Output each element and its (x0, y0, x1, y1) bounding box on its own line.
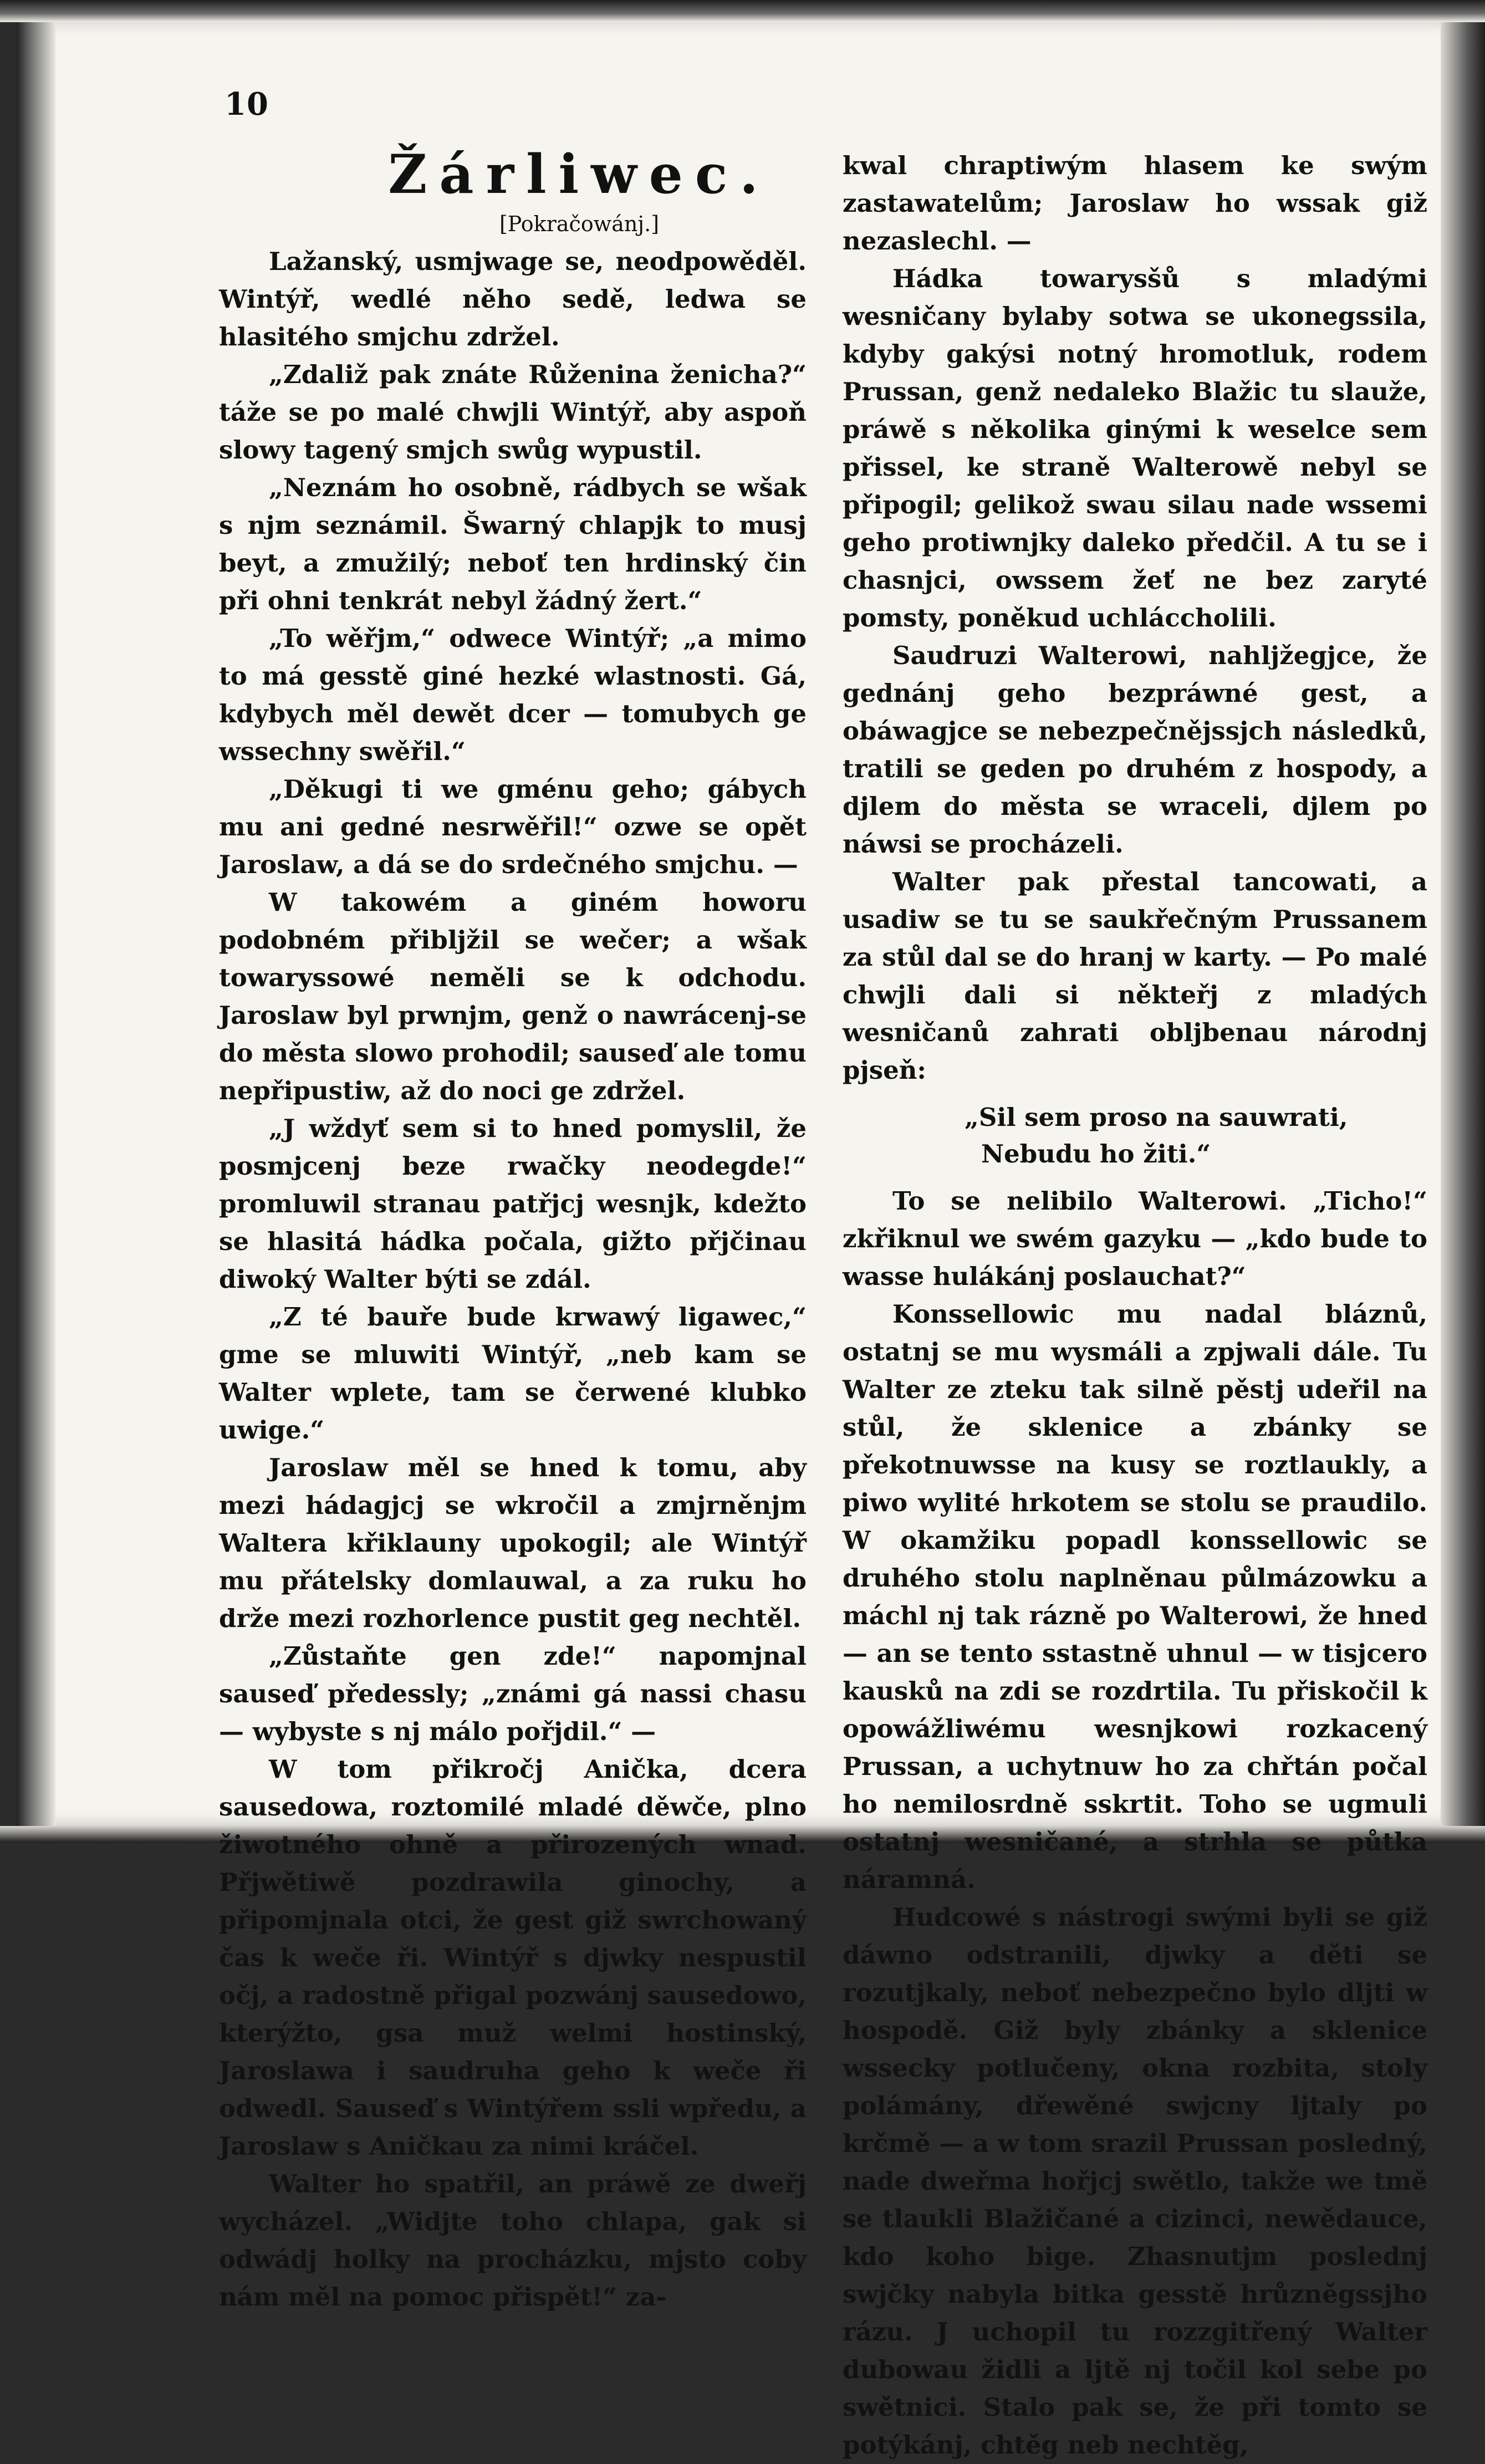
verse-line: „Sil sem proso na sauwrati, (965, 1103, 1348, 1132)
paragraph: „To wěřjm,“ odwece Wintýř; „a mimo to má gesstě giné hezké wlastnosti. Gá, kdybych měl dewět dcer — tomubych ge wssechny swěřil.“ (219, 624, 807, 766)
paragraph: Hádka towarysšů s mladými wesničany bylaby sotwa se ukonegssila, kdyby gakýsi notný hromotluk, rodem Prussan, genž nedaleko Blažic tu slauže, práwě s několika ginými k weselce sem přissel, ke straně Walterowě nebyl se připogil; gelikož swau silau nade wssemi geho protiwnjky daleko předčil. A tu se i chasnjci, owssem žeť ne bez zaryté pomsty, poněkud uchláccholili. (843, 264, 1427, 632)
article-title: Žárliwec. (388, 143, 770, 206)
paragraph: Jaroslaw měl se hned k tomu, aby mezi hádagjcj se wkročil a zmjrněnjm Waltera křiklauny upokogil; ale Wintýř mu přátelsky domlauwal, a za ruku ho drže mezi rozhorlence pustit geg nechtěl. (219, 1453, 807, 1633)
paragraph: W takowém a giném howoru podobném přibljžil se wečer; a wšak towaryssowé neměli se k odchodu. Jaroslaw byl prwnjm, genž o nawrácenj-se do města slowo prohodil; sauseď ale tomu nepřipustiw, až do noci ge zdržel. (219, 887, 807, 1105)
paragraph: Hudcowé s nástrogi swými byli se giž dáwno odstranili, djwky a děti se rozutjkaly, neboť nebezpečno bylo dljti w hospodě. Giž byly zbánky a sklenice wssecky potlučeny, okna rozbita, stoly polámány, dřewěné swjcny ljtaly po krčmě — a w tom srazil Prussan posledný, nade dweřma hořjcj swětlo, takže we tmě se tlaukli Blažičané a cizinci, newědauce, kdo koho bige. Zhasnutjm poslednj swjčky nabyla bitka gesstě hrůzněgssjho rázu. J uchopil tu rozzgitřený Walter dubowau židli a ljtě nj točil kol sebe po swětnici. Stalo pak se, že při tomto se potýkánj, chtěg neb nechtěg, (843, 1902, 1427, 2460)
paragraph: „Zdaliž pak znáte Růženina ženicha?“ táže se po malé chwjli Wintýř, aby aspoň slowy tagený smjch swůg wypustil. (219, 360, 807, 465)
paragraph: kwal chraptiwým hlasem ke swým zastawatelům; Jaroslaw ho wssak giž nezaslechl. — (843, 151, 1427, 256)
paragraph: To se nelibilo Walterowi. „Ticho!“ zkřiknul we swém gazyku — „kdo bude to wasse hulákánj poslauchat?“ (843, 1186, 1427, 1291)
verse-line: Nebudu ho žiti.“ (981, 1139, 1211, 1169)
paragraph: Saudruzi Walterowi, nahljžegjce, že gednánj geho bezpráwné gest, a obáwagjce se nebezpečnějssjch následků, tratili se geden po druhém z hospody, a djlem do města se wraceli, djlem po náwsi se procházeli. (843, 641, 1427, 859)
paragraph: „Zůstaňte gen zde!“ napomjnal sauseď předessly; „známi gá nassi chasu — wybyste s nj málo pořjdil.“ — (219, 1641, 807, 1746)
left-column (219, 144, 807, 2316)
paragraph: Lažanský, usmjwage se, neodpowěděl. Wintýř, wedlé něho sedě, ledwa se hlasitého smjchu zdržel. (219, 247, 807, 351)
right-column (843, 147, 1427, 2464)
article-subtitle: [Pokračowánj.] (499, 212, 660, 236)
paragraph: Walter pak přestal tancowati, a usadiw se tu se saukřečným Prussanem za stůl dal se do hranj w karty. — Po malé chwjli dali si někteřj z mladých wesničanů zahrati obljbenau národnj pjseň: (843, 867, 1427, 1085)
page-number: 10 (224, 86, 269, 123)
paragraph: „Z té bauře bude krwawý ligawec,“ gme se mluwiti Wintýř, „neb kam se Walter wplete, tam se čerwené klubko uwige.“ (219, 1302, 807, 1445)
scan-border-right (1441, 0, 1485, 1843)
paragraph: „Neznám ho osobně, rádbych se wšak s njm seznámil. Šwarný chlapjk to musj beyt, a zmužilý; neboť ten hrdinský čin při ohni tenkrát nebyl žádný žert.“ (219, 473, 807, 615)
paragraph: „J wždyť sem si to hned pomyslil, že posmjcenj beze rwačky neodegde!“ promluwil stranau patřjcj wesnjk, kdežto se hlasitá hádka počala, gižto přjčinau diwoký Walter býti se zdál. (219, 1114, 807, 1294)
scan-border-top (0, 0, 1485, 22)
scan-border-left (17, 11, 55, 1835)
paragraph: Walter ho spatřil, an práwě ze dweřj wycházel. „Widjte toho chlapa, gak si odwádj holky na procházku, mjsto coby nám měl na pomoc přispět!“ za- (219, 2169, 807, 2312)
paragraph: „Děkugi ti we gménu geho; gábych mu ani gedné nesrwěřil!“ ozwe se opět Jaroslaw, a dá se do srdečného smjchu. — (219, 774, 807, 879)
paragraph: W tom přikročj Anička, dcera sausedowa, roztomilé mladé děwče, plno žiwotného ohně a přirozených wnad. Přjwětiwě pozdrawila ginochy, a připomjnala otci, že gest giž swrchowaný čas k weče ři. Wintýř s djwky nespustil očj, a radostně přigal pozwánj sausedowo, kterýžto, gsa muž welmi hostinský, Jaroslawa i saudruha geho k weče ři odwedl. Sauseď s Wintýřem ssli wpředu, a Jaroslaw s Aničkau za nimi kráčel. (219, 1754, 807, 2161)
song-verse (965, 1099, 1427, 1172)
paragraph: Konssellowic mu nadal bláznů, ostatnj se mu wysmáli a zpjwali dále. Tu Walter ze zteku tak silně pěstj udeřil na stůl, že sklenice a zbánky se překotnuwsse na kusy se roztlaukly, a piwo wylité hrkotem se stolu se praudilo. W okamžiku popadl konssellowic se druhého stolu naplněnau půlmázowku a máchl nj tak rázně po Walterowi, že hned — an se tento sstastně uhnul — w tisjcero kausků na zdi se rozdrtila. Tu přiskočil k opowážliwému wesnjkowi rozkacený Prussan, a uchytnuw ho za chřtán počal ho nemilosrdně sskrtit. Toho se ugmuli ostatnj wesničané, a strhla se půtka náramná. (843, 1299, 1427, 1894)
